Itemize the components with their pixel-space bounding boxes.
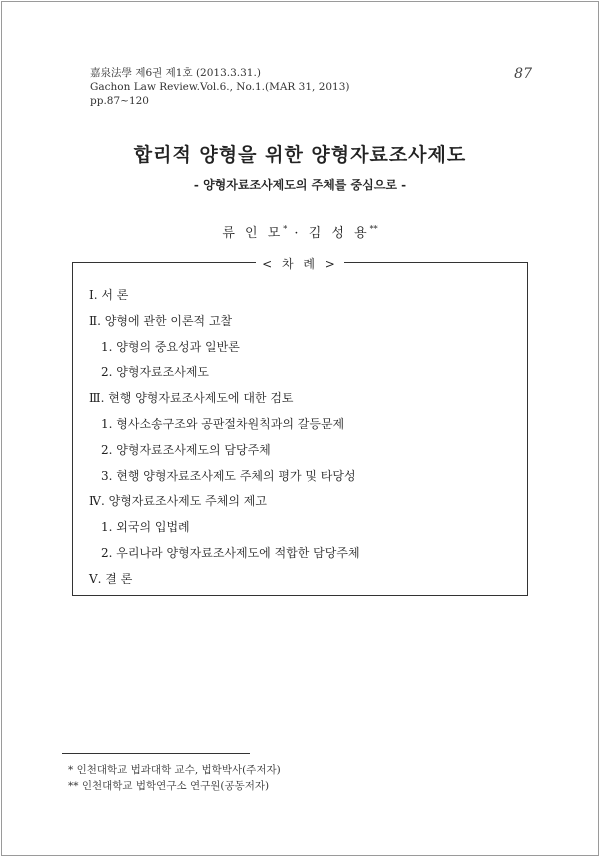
toc-item-conclusion: Ⅴ. 결 론 — [89, 571, 133, 586]
toc-subitem: 3. 현행 양형자료조사제도 주체의 평가 및 타당성 — [101, 468, 356, 483]
toc-subitem: 2. 양형자료조사제도 — [101, 365, 210, 380]
toc-item-introduction: Ⅰ. 서 론 — [89, 288, 129, 302]
author-1-footnote-mark: * — [283, 224, 288, 234]
toc-subitem: 1. 형사소송구조와 공판절차원칙과의 갈등문제 — [101, 416, 345, 431]
toc-list — [73, 283, 527, 593]
article-title: 합리적 양형을 위한 양형자료조사제도 — [133, 144, 467, 166]
author-2-footnote-mark: ** — [369, 224, 378, 234]
toc-heading-wrap — [73, 253, 527, 272]
toc-subitem: 2. 우리나라 양형자료조사제도에 적합한 담당주체 — [101, 545, 360, 560]
author-separator: · — [287, 226, 309, 241]
toc-heading: < 차 례 > — [256, 257, 344, 271]
author-1: 류 인 모 — [222, 226, 284, 241]
page-range: pp.87~120 — [90, 95, 149, 107]
toc-subitem: 1. 양형의 중요성과 일반론 — [101, 339, 240, 354]
page-number: 87 — [514, 66, 532, 82]
toc-item-review: Ⅲ. 현행 양형자료조사제도에 대한 검토 — [89, 391, 294, 406]
footnote-1: * 인천대학교 법과대학 교수, 법학박사(주저자) — [68, 764, 281, 776]
table-of-contents — [72, 257, 528, 596]
footnote-divider — [62, 753, 250, 754]
author-2: 김 성 용 — [308, 226, 370, 241]
journal-english-line: Gachon Law Review.Vol.6., No.1.(MAR 31, 2013) — [90, 81, 350, 93]
toc-item-improvement: Ⅳ. 양형자료조사제도 주체의 제고 — [89, 494, 267, 509]
toc-subitem: 1. 외국의 입법례 — [101, 520, 190, 535]
journal-korean-line: 嘉泉法學 제6권 제1호 (2013.3.31.) — [90, 67, 261, 79]
toc-item-theory: Ⅱ. 양형에 관한 이론적 고찰 — [89, 313, 233, 328]
footnote-2: ** 인천대학교 법학연구소 연구원(공동저자) — [68, 780, 270, 792]
footnotes — [68, 762, 281, 794]
toc-subitem: 2. 양형자료조사제도의 담당주체 — [101, 442, 271, 457]
journal-info — [90, 66, 350, 108]
author-line — [0, 222, 600, 241]
article-subtitle: - 양형자료조사제도의 주체를 중심으로 - — [193, 178, 407, 192]
